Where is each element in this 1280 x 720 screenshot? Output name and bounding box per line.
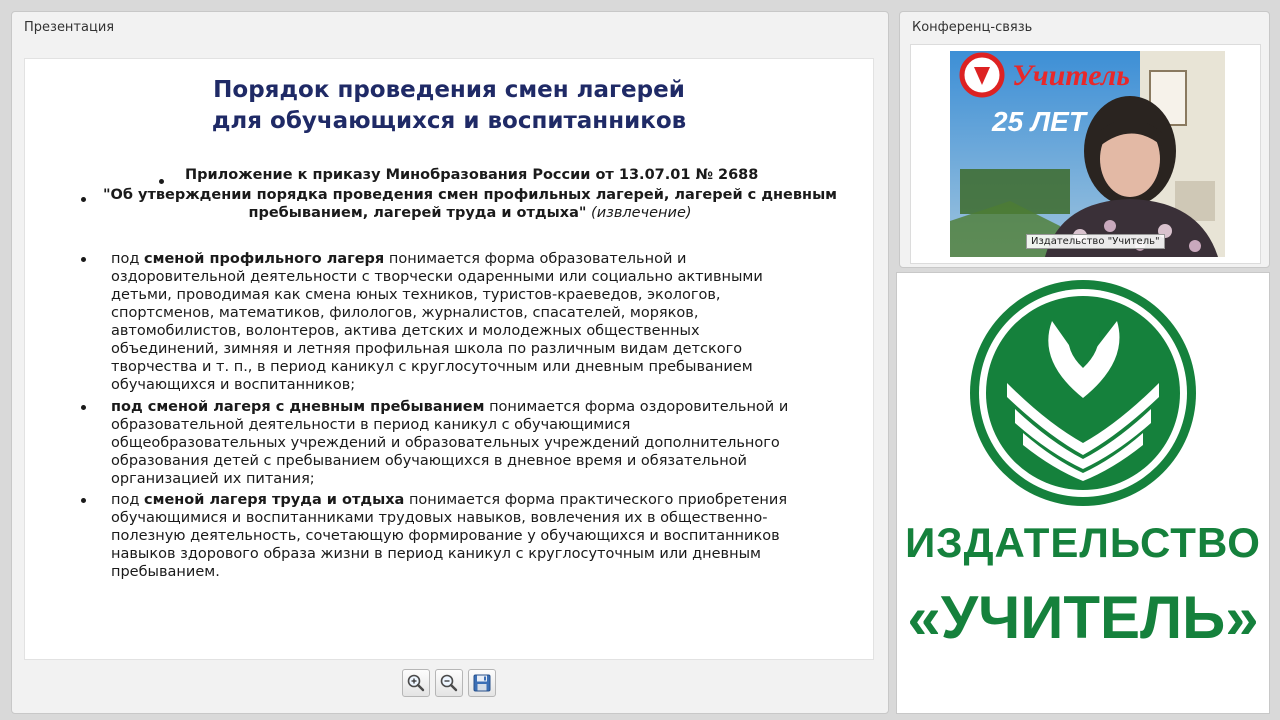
bullet-2-line: общеобразовательных учреждений и образовательных учреждений дополнительного [111, 435, 780, 451]
bullet-dot [81, 498, 86, 503]
conference-panel [899, 11, 1270, 268]
bullet-dot [81, 405, 86, 410]
bullet-3-lead: под [111, 492, 144, 508]
decree-line-1: "Об утверждении порядка проведения смен профильных лагерей, лагерей с дневным [102, 187, 838, 203]
publisher-name-line-1: ИЗДАТЕЛЬСТВО [905, 519, 1261, 566]
magnifier-plus-icon [403, 670, 429, 696]
bullet-1-line: автомобилистов, волонтеров, актива детских и молодежных общественных [111, 323, 700, 339]
bullet-1-line: творчества и т. п., в период каникул с круглосуточным или дневным пребыванием [111, 359, 753, 375]
bullet-1-line: детьми, проводимая как смена юных техников, туристов-краеведов, экологов, [111, 287, 721, 303]
publisher-emblem-icon [897, 273, 1271, 533]
presentation-panel [11, 11, 889, 714]
slide-title-line-2: для обучающихся и воспитанников [211, 108, 687, 134]
bullet-1-line: спортсменов, математиков, филологов, журналистов, спасателей, моряков, [111, 305, 699, 321]
slide-title [25, 75, 873, 137]
participant-name-label: Издательство "Учитель" [1026, 234, 1165, 249]
magnifier-minus-icon [436, 670, 462, 696]
participant-video [950, 51, 1225, 257]
video-frame[interactable] [910, 44, 1261, 264]
publisher-logo-panel [896, 272, 1270, 714]
bullet-dot [81, 257, 86, 262]
bullet-3-term: сменой лагеря труда и отдыха [144, 492, 405, 508]
decree-line-2-row [85, 204, 855, 222]
zoom-out-button[interactable] [435, 669, 463, 697]
bullet-3-line: пребыванием. [111, 564, 220, 580]
banner-years-text: 25 ЛЕТ [992, 106, 1086, 137]
slide [24, 58, 874, 660]
bullet-3-first-tail: понимается форма практического приобретения [404, 492, 788, 508]
bullet-2-text [111, 398, 851, 488]
bullet-3-text [111, 491, 851, 581]
bullet-2-line: образовательной деятельности в период каникул с обучающимися [111, 417, 631, 433]
decree-line-2: пребыванием, лагерей труда и отдыха" [248, 205, 587, 221]
bullet-1-term: сменой профильного лагеря [144, 251, 385, 267]
bullet-1-line: объединений, зимняя и летняя профильная школа по различным видам детского [111, 341, 743, 357]
bullet-dot [159, 179, 164, 184]
bullet-1-text [111, 250, 851, 394]
zoom-in-button[interactable] [402, 669, 430, 697]
floppy-disk-icon [469, 670, 495, 696]
slide-title-line-1: Порядок проведения смен лагерей [213, 77, 685, 103]
decree-block [85, 186, 855, 222]
bullet-3-line: обучающимися и воспитанниками трудовых навыков, вовлечения их в общественно- [111, 510, 768, 526]
bullet-1-line: оздоровительной деятельности с творчески одаренными или социально активными [111, 269, 763, 285]
conference-panel-title: Конференц-связь [912, 20, 1033, 35]
bullet-2-first-tail: понимается форма оздоровительной и [484, 399, 789, 415]
bullet-2-first-line [111, 398, 851, 416]
bullet-2-term: под сменой лагеря с дневным пребыванием [111, 399, 485, 415]
save-button[interactable] [468, 669, 496, 697]
decree-note: (извлечение) [591, 205, 692, 221]
bullet-1-lead: под [111, 251, 144, 267]
bullet-2-line: образования детей с пребыванием обучающихся в дневное время и обязательной [111, 453, 747, 469]
presentation-panel-title: Презентация [24, 20, 115, 35]
bullet-3-first-line [111, 491, 851, 509]
webcam-image [950, 51, 1225, 257]
bullet-3-line: полезную деятельность, сочетающую формирование у обучающихся и воспитанников [111, 528, 780, 544]
bullet-1-first-line [111, 250, 851, 268]
bullet-1-first-tail: понимается форма образовательной и [384, 251, 687, 267]
bullet-2-line: организацией их питания; [111, 471, 315, 487]
appendix-line: Приложение к приказу Минобразования России от 13.07.01 № 2688 [185, 167, 759, 183]
bullet-1-line: обучающихся и воспитанников; [111, 377, 356, 393]
publisher-name-line-2: «УЧИТЕЛЬ» [907, 584, 1259, 651]
banner-brand-text: Учитель [1012, 59, 1130, 92]
bullet-3-line: навыков здорового образа жизни в период каникул с круглосуточным или дневным [111, 546, 761, 562]
